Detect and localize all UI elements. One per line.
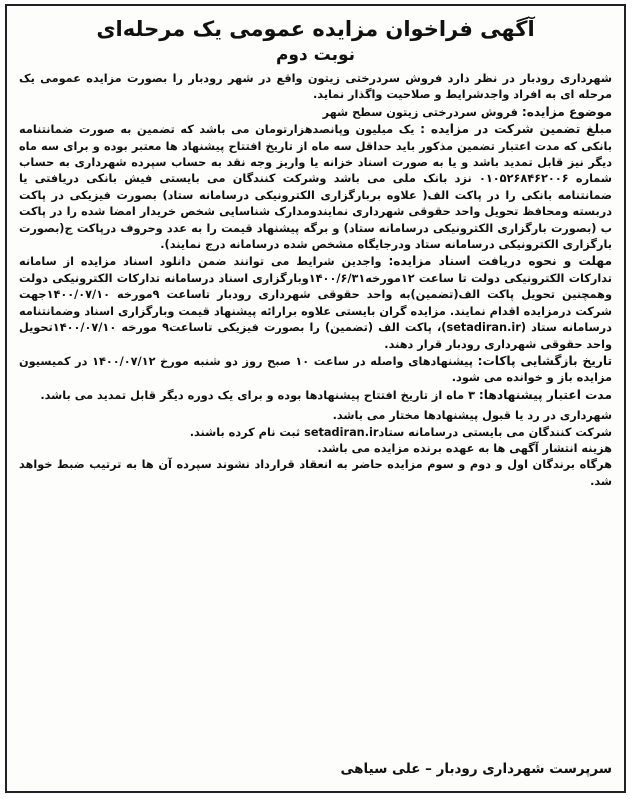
validity-paragraph	[19, 387, 612, 404]
subject-paragraph	[19, 104, 612, 121]
deposit-label: مبلغ تضمین شرکت در مزایده :	[420, 122, 612, 137]
deposit-text: یک میلیون وپانصدهزارتومان می باشد که تضمین به صورت ضمانتنامه بانکی که مدت اعتبار تضمین مذکور باید حداقل سه ماه از تاریخ افتتاح پیشنهاد ها معتبر بوده و برای سه ماه دیگر نیز قابل تمدید باشد و یا به صورت اسناد خزانه یا واریز وجه نقد به حساب سپرده شهرداری به حساب شماره ۰۱۰۵۲۶۸۴۶۲۰۰۶ نزد بانک ملی می باشد وشرکت کنندگان می بایستی فیش بانکی دریافتی یا ضمانتنامه بانکی را در پاکت الف( علاوه بربارگزاری الکترونیکی درسامانه ستاد) بصورت فیزیکی در پاکت دربسته ومحافظ تحویل واحد حقوقی شهرداری نمایندومدارک شناسایی شخص خریدار امضا شده را در پاکت ب (بصورت بارگزاری الکترونیکی درسامانه ستاد) و برگه پیشنهاد قیمت را به عدد وحروف درپاکت ج(بصورت بارگزاری الکترونیکی درسامانه ستاد ودرجایگاه مشخص شده درسامانه درج نمایند).	[19, 123, 612, 252]
subject-text: فروش سردرختی زیتون سطح شهر	[322, 105, 518, 119]
note-line: هزینه انتشار آگهی ها به عهده برنده مزایده می باشد.	[317, 441, 612, 455]
opening-paragraph	[19, 353, 612, 387]
deadline-label: مهلت و نحوه دریافت اسناد مزایده:	[388, 254, 613, 269]
opening-label: تاریخ بازگشایی پاکات:	[477, 353, 613, 368]
intro-paragraph: شهرداری رودبار در نظر دارد فروش سردرختی زیتون واقع در شهر رودبار را بصورت مزایده عمومی یک مرحله ای به افراد واجدشرایط و صلاحیت واگذار نماید.	[19, 72, 612, 102]
notice-frame	[5, 4, 626, 793]
note-line: شرکت کنندگان می بایستی درسامانه ستادsetadiran.ir ثبت نام کرده باشند.	[189, 425, 612, 439]
subject-label: موضوع مزایده:	[521, 104, 612, 119]
notice-round: نوبت دوم	[275, 45, 356, 65]
notice-title: آگهی فراخوان مزایده عمومی یک مرحله‌ای	[96, 17, 535, 41]
note-line: هرگاه برندگان اول و دوم و سوم مزایده حاضر به انعقاد قرارداد نشوند سپرده آن ها به ترتیب ضبط خواهد شد.	[19, 458, 612, 488]
signature: سرپرست شهرداری رودبار – علی سیاهی	[340, 761, 612, 777]
deadline-paragraph	[19, 253, 612, 352]
note-line: شهرداری در رد یا قبول پیشنهادها مختار می باشد.	[332, 409, 612, 423]
opening-text: پیشنهادهای واصله در ساعت ۱۰ صبح روز دو شنبه مورخ ۱۴۰۰/۰۷/۱۲ در کمیسیون مزایده باز و خوانده می شود.	[19, 354, 612, 385]
notice-body	[7, 6, 624, 490]
validity-label: مدت اعتبار پیشنهادها:	[478, 387, 612, 402]
validity-text: ۳ ماه از تاریخ افتتاح پیشنهادها بوده و برای یک دوره دیگر قابل تمدید می باشد.	[40, 388, 475, 402]
deadline-text: واجدین شرایط می توانند ضمن دانلود اسناد مزایده از سامانه تدارکات الکترونیکی دولت تا ساعت ۱۲مورخه۱۴۰۰/۶/۳۱وبارگزاری اسناد درسامانه تدارکات الکترونیکی دولت وهمچنین تحویل پاکت الف(تضمین)به واحد حقوقی شهرداری رودبار تاساعت ۹مورخه ۱۴۰۰/۰۷/۱۰جهت شرکت درمزایده اقدام نمایند. مزایده گران بایستی علاوه برارائه پیشنهاد قیمت وبارگزاری اسناد وضمانتنامه درسامانه ستاد (setadiran.ir)، پاکت الف (تضمین) را بصورت فیزیکی تاساعت۹ مورخه ۱۴۰۰/۰۷/۱۰تحویل واحد حقوقی شهرداری رودبار قرار دهند.	[19, 255, 612, 351]
deposit-paragraph	[19, 121, 612, 253]
